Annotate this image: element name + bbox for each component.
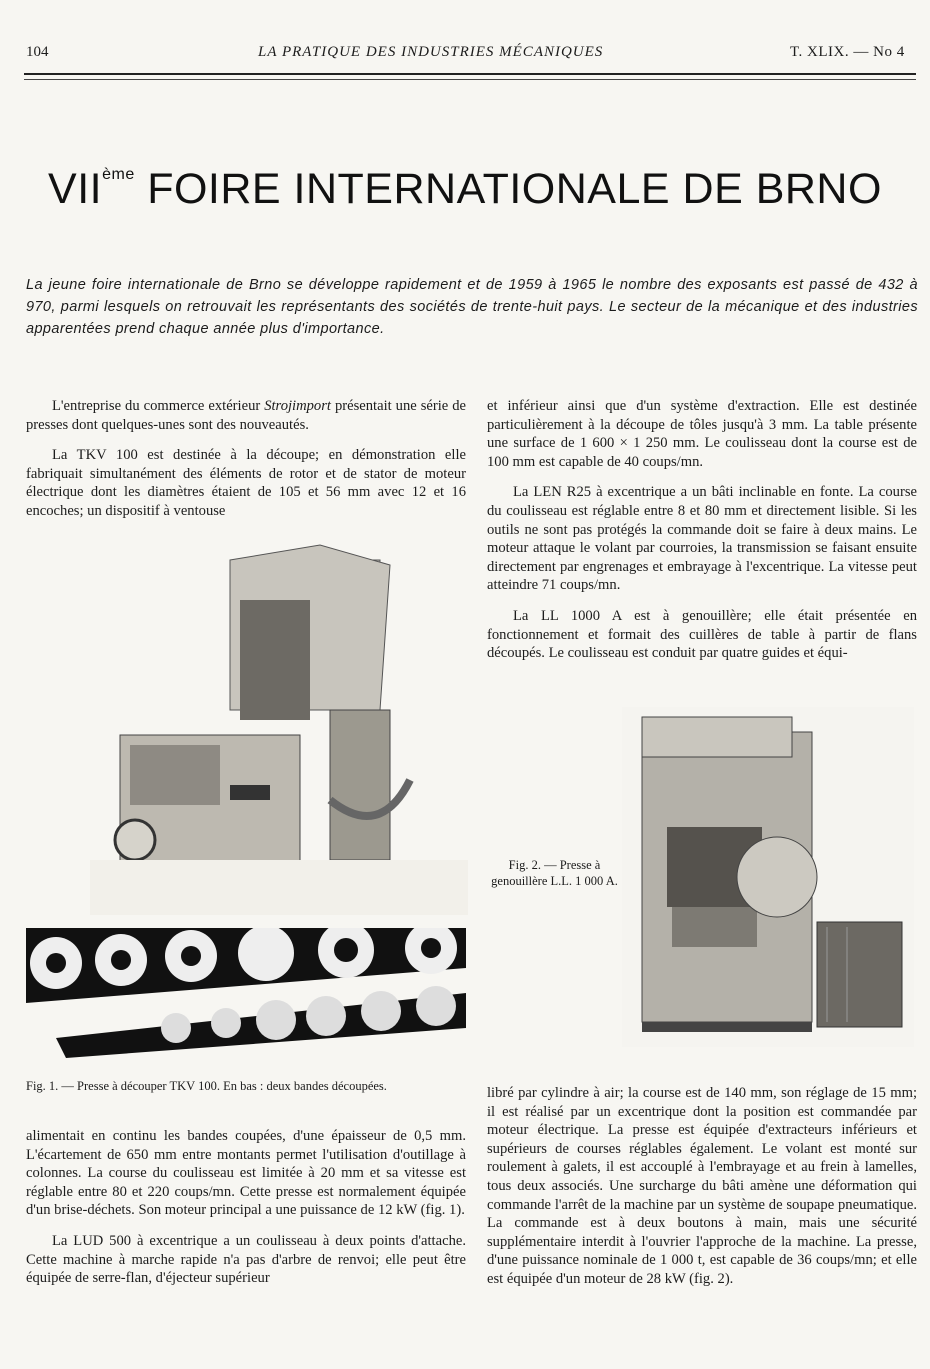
column-1-bottom: [26, 1127, 466, 1300]
figure-1-cut-strips: [26, 928, 466, 1058]
column-2-bottom: [487, 1084, 917, 1301]
text-run: L'entreprise du commerce extérieur: [52, 398, 265, 414]
paragraph: La LL 1000 A est à genouillère; elle était présentée en fonctionnement et formait des cuillères de table à partir de flans découpés. Le coulisseau est conduit par quatre guides et équi-: [487, 607, 917, 662]
paragraph: et inférieur ainsi que d'un système d'extraction. Elle est destinée particulièrement à la découpe de tôles jusqu'à 3 mm. La table présente une surface de 1 600 × 1 250 mm. Le coulisseau dont la course est de 100 mm est capable de 40 coups/mn.: [487, 398, 917, 470]
paragraph: La LEN R25 à excentrique a un bâti inclinable en fonte. La course du coulisseau est réglable entre 8 et 80 mm et directement lisible. Si les outils ne sont pas protégés la commande doit se faire à deux mains. Le moteur attaque le volant par courroies, la transmission se faisant ensuite directement par engrenages et embrayage à l'excentrique. La vitesse peut atteindre 71 coups/mn.: [487, 484, 917, 594]
volume-number: T. XLIX. — No 4: [790, 44, 905, 60]
paragraph: [26, 397, 466, 434]
figure-1-caption: Fig. 1. — Presse à découper TKV 100. En bas : deux bandes découpées.: [26, 1079, 387, 1093]
title-superscript: ème: [102, 166, 135, 183]
press-ll1000a-illustration: [622, 707, 914, 1047]
article-title: [0, 165, 930, 214]
cut-strips-illustration: [26, 928, 466, 1058]
article-intro: La jeune foire internationale de Brno se développe rapidement et de 1959 à 1965 le nombre des exposants est passé de 432 à 970, parmi lesquels on retrouvait les représentants des sociétés de trente-huit pays. Le secteur de la mécanique et des industries apparentées prend chaque année plus d'importance.: [26, 277, 918, 337]
paragraph: La TKV 100 est destinée à la découpe; en démonstration elle fabriquait simultanément des éléments de rotor et de stator de moteur électrique dont les diamètres étaient de 105 et 56 mm avec 12 et 16 encoches; un dispositif à ventouse: [26, 447, 466, 519]
paragraph: La LUD 500 à excentrique a un coulisseau à deux points d'attache. Cette machine à marche rapide n'a pas d'arbre de renvoi; elle peut être équipée de serre-flan, d'éjecteur supérieur: [26, 1232, 466, 1287]
press-tkv-illustration: [90, 540, 468, 915]
figure-2-caption: Fig. 2. — Presse à genouillère L.L. 1 000 A.: [491, 858, 618, 888]
journal-title: LA PRATIQUE DES INDUSTRIES MÉCANIQUES: [258, 44, 604, 60]
company-name: Strojimport: [264, 398, 331, 414]
header-rule-thin: [24, 79, 916, 80]
figure-2-press-photo: [622, 707, 914, 1047]
header-rule: [24, 73, 916, 75]
column-2-top: [487, 397, 917, 675]
text-run: présentait une série de presses dont quelques-unes sont des nouveautés.: [26, 398, 466, 433]
title-roman-numeral: VII: [48, 165, 103, 213]
title-main: FOIRE INTERNATIONALE DE BRNO: [134, 165, 882, 213]
column-1-top: [26, 397, 466, 533]
paragraph: libré par cylindre à air; la course est de 140 mm, son réglage de 15 mm; il est réalisé par un excentrique dont la position est commandée par moteur électrique. La presse est équipée d'extracteurs inférieurs et supérieurs de courses réglables également. Le volant est monté sur roulement à galets, il est accouplé à l'embrayage et au frein à lamelles, tous deux associés. Une surcharge du bâti amène une déformation qui commande l'arrêt de la machine par un système de soupape pneumatique. La commande est à deux boutons à main, mais une sécurité supplémentaire interdit à l'ouvrier l'approche de la machine. La presse, d'une puissance nominale de 1 000 t, est capable de 36 coups/mn; et elle est équipée d'un moteur de 28 kW (fig. 2).: [487, 1085, 917, 1287]
page-number: 104: [26, 44, 49, 60]
paragraph: alimentait en continu les bandes coupées, d'une épaisseur de 0,5 mm. L'écartement de 650 mm entre montants permet l'utilisation d'outillage à colonnes. La course du coulisseau est limitée à 20 mm et sa vitesse est réglable entre 80 et 220 coups/mn. Cette presse est normalement équipée d'un brise-déchets. Son moteur principal a une puissance de 12 kW (fig. 1).: [26, 1128, 466, 1219]
figure-1-press-photo: [90, 540, 468, 915]
